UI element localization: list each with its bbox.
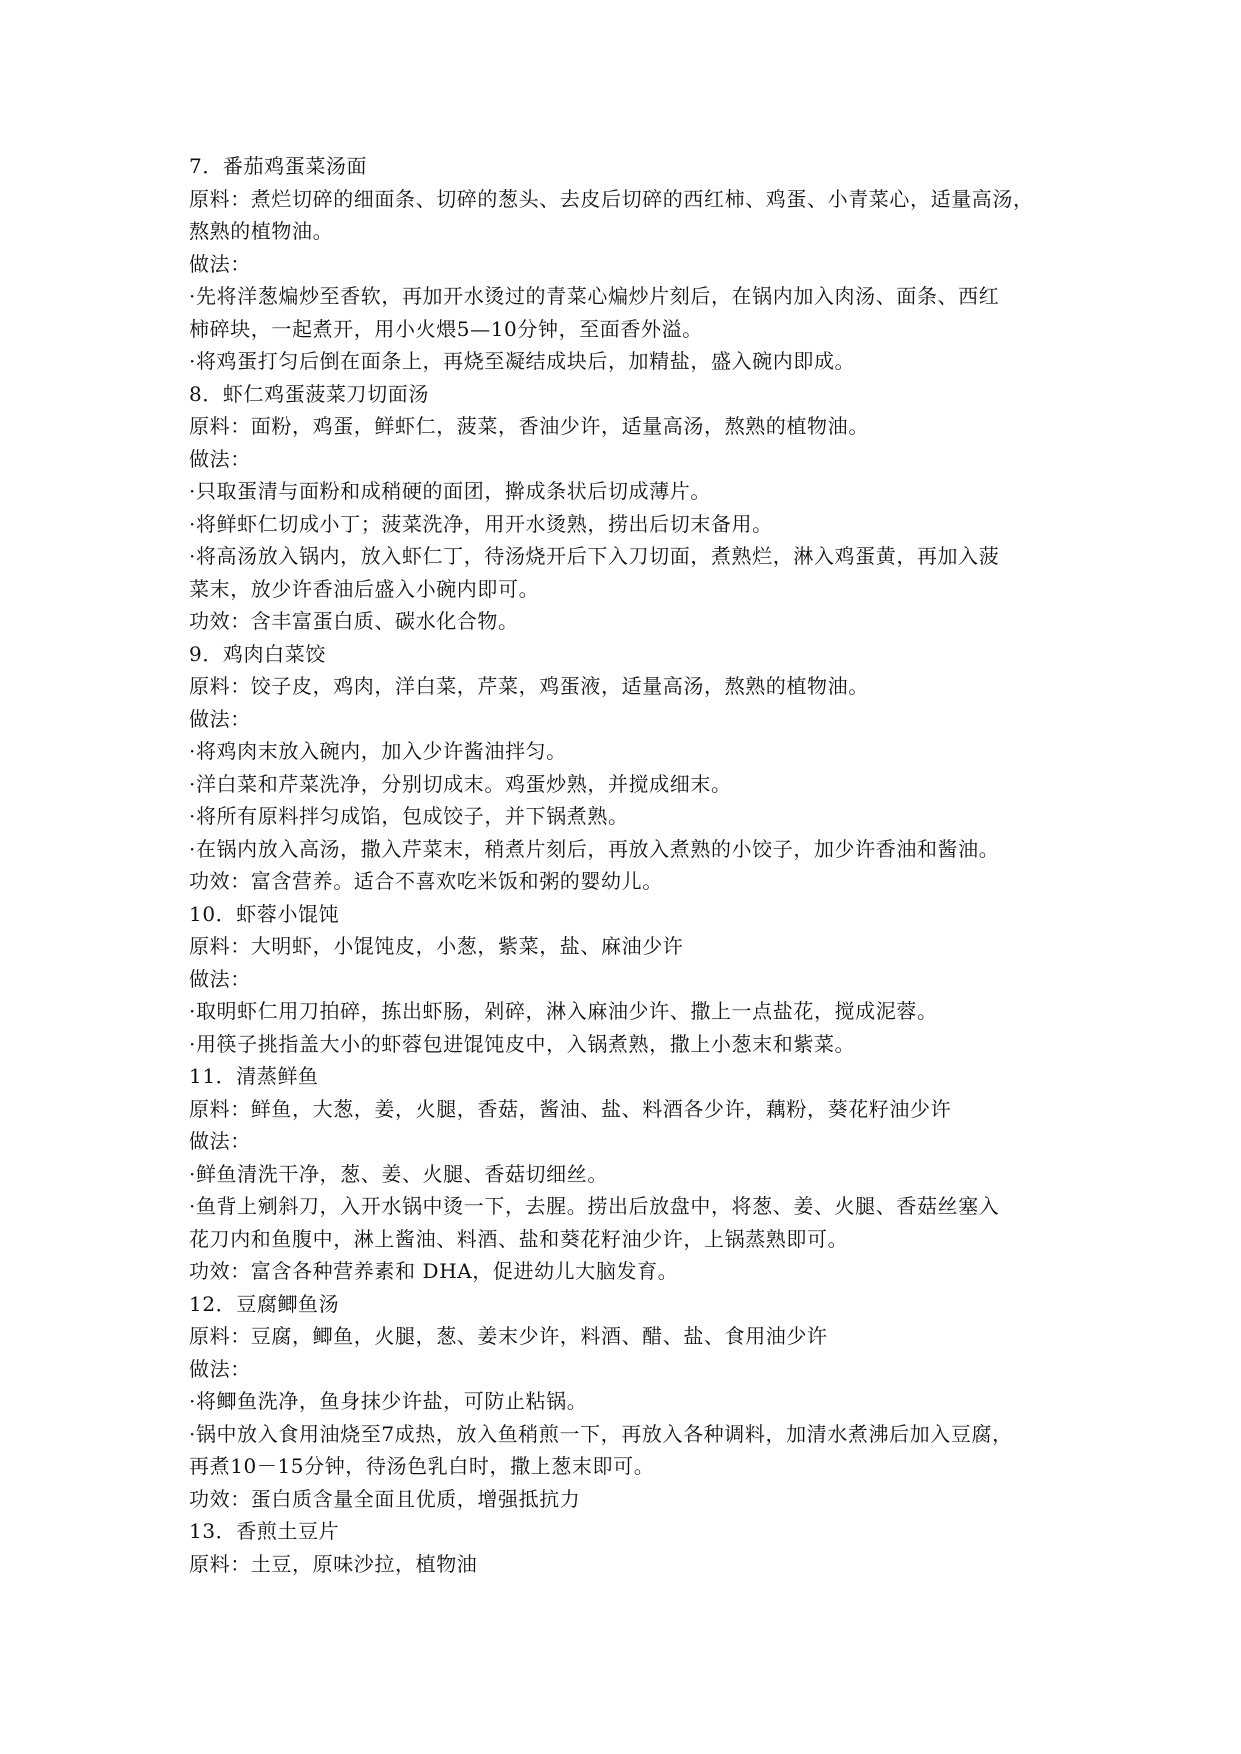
text-line: ·将鸡肉末放入碗内，加入少许酱油拌匀。: [189, 739, 567, 763]
text-line: 做法：: [189, 446, 251, 471]
text-line: 9．鸡肉白菜饺: [189, 641, 326, 666]
text-line: 柿碎块，一起煮开，用小火煨5—10分钟，至面香外溢。: [189, 316, 703, 341]
text-line: ·将鲫鱼洗净，鱼身抹少许盐，可防止粘锅。: [189, 1389, 588, 1413]
text-line: ·洋白菜和芹菜洗净，分别切成末。鸡蛋炒熟，并搅成细末。: [189, 771, 732, 796]
text-line: ·将鲜虾仁切成小丁；菠菜洗净，用开水烫熟，捞出后切末备用。: [189, 511, 773, 536]
text-line: ·取明虾仁用刀拍碎，拣出虾肠，剁碎，淋入麻油少许、撒上一点盐花，搅成泥蓉。: [189, 999, 938, 1023]
text-line: ·将所有原料拌匀成馅，包成饺子，并下锅煮熟。: [189, 804, 629, 828]
text-line: ·将鸡蛋打匀后倒在面条上，再烧至凝结成块后，加精盐，盛入碗内即成。: [189, 349, 856, 373]
text-line: 原料：面粉，鸡蛋，鲜虾仁，菠菜，香油少许，适量高汤，熬熟的植物油。: [189, 414, 869, 438]
text-line: ·先将洋葱煸炒至香软，再加开水烫过的青菜心煸炒片刻后，在锅内加入肉汤、面条、西红: [189, 284, 1000, 308]
text-line: 11．清蒸鲜鱼: [189, 1064, 319, 1088]
text-line: ·鱼背上剜斜刀，入开水锅中烫一下，去腥。捞出后放盘中，将葱、姜、火腿、香菇丝塞入: [189, 1194, 1000, 1218]
text-line: ·鲜鱼清洗干净，葱、姜、火腿、香菇切细丝。: [189, 1161, 608, 1186]
text-line: 熬熟的植物油。: [189, 219, 334, 243]
text-line: 原料：豆腐，鲫鱼，火腿，葱、姜末少许，料酒、醋、盐、食用油少许: [189, 1324, 828, 1348]
text-line: ·在锅内放入高汤，撒入芹菜末，稍煮片刻后，再放入煮熟的小饺子，加少许香油和酱油。: [189, 836, 1000, 861]
text-line: 7．番茄鸡蛋菜汤面: [189, 154, 368, 178]
text-line: 13．香煎土豆片: [189, 1519, 340, 1543]
text-line: 做法：: [189, 1356, 251, 1381]
text-line: 菜末，放少许香油后盛入小碗内即可。: [189, 576, 540, 601]
text-line: ·只取蛋清与面粉和成稍硬的面团，擀成条状后切成薄片。: [189, 479, 711, 503]
text-line: 做法：: [189, 966, 251, 991]
document-page: [189, 150, 1079, 1580]
text-line: 8．虾仁鸡蛋菠菜刀切面汤: [189, 381, 429, 406]
text-line: 再煮10－15分钟，待汤色乳白时，撒上葱末即可。: [189, 1454, 655, 1478]
text-line: 10．虾蓉小馄饨: [189, 901, 340, 926]
text-line: 功效：富含营养。适合不喜欢吃米饭和粥的婴幼儿。: [189, 869, 663, 893]
text-line: 做法：: [189, 706, 251, 731]
text-line: 原料：煮烂切碎的细面条、切碎的葱头、去皮后切碎的西红柿、鸡蛋、小青菜心，适量高汤，: [189, 186, 1034, 211]
text-line: 功效：蛋白质含量全面且优质，增强抵抗力: [189, 1486, 581, 1511]
text-line: 原料：土豆，原味沙拉，植物油: [189, 1551, 478, 1576]
text-line: 功效：含丰富蛋白质、碳水化合物。: [189, 609, 519, 633]
text-line: 花刀内和鱼腹中，淋上酱油、料酒、盐和葵花籽油少许，上锅蒸熟即可。: [189, 1226, 849, 1251]
text-line: 做法：: [189, 251, 251, 276]
text-line: 原料：饺子皮，鸡肉，洋白菜，芹菜，鸡蛋液，适量高汤，熬熟的植物油。: [189, 674, 869, 698]
text-line: 做法：: [189, 1129, 251, 1153]
text-line: ·用筷子挑指盖大小的虾蓉包进馄饨皮中，入锅煮熟，撒上小葱末和紫菜。: [189, 1031, 856, 1056]
text-line: ·锅中放入食用油烧至7成热，放入鱼稍煎一下，再放入各种调料，加清水煮沸后加入豆腐，: [189, 1421, 1013, 1446]
text-line: 功效：富含各种营养素和 DHA，促进幼儿大脑发育。: [189, 1259, 679, 1283]
text-line: 12．豆腐鲫鱼汤: [189, 1291, 340, 1316]
text-line: 原料：鲜鱼，大葱，姜，火腿，香菇，酱油、盐、料酒各少许，藕粉，葵花籽油少许: [189, 1096, 952, 1121]
text-line: 原料：大明虾，小馄饨皮，小葱，紫菜，盐、麻油少许: [189, 934, 684, 958]
text-line: ·将高汤放入锅内，放入虾仁丁，待汤烧开后下入刀切面，煮熟烂，淋入鸡蛋黄，再加入菠: [189, 544, 1000, 568]
